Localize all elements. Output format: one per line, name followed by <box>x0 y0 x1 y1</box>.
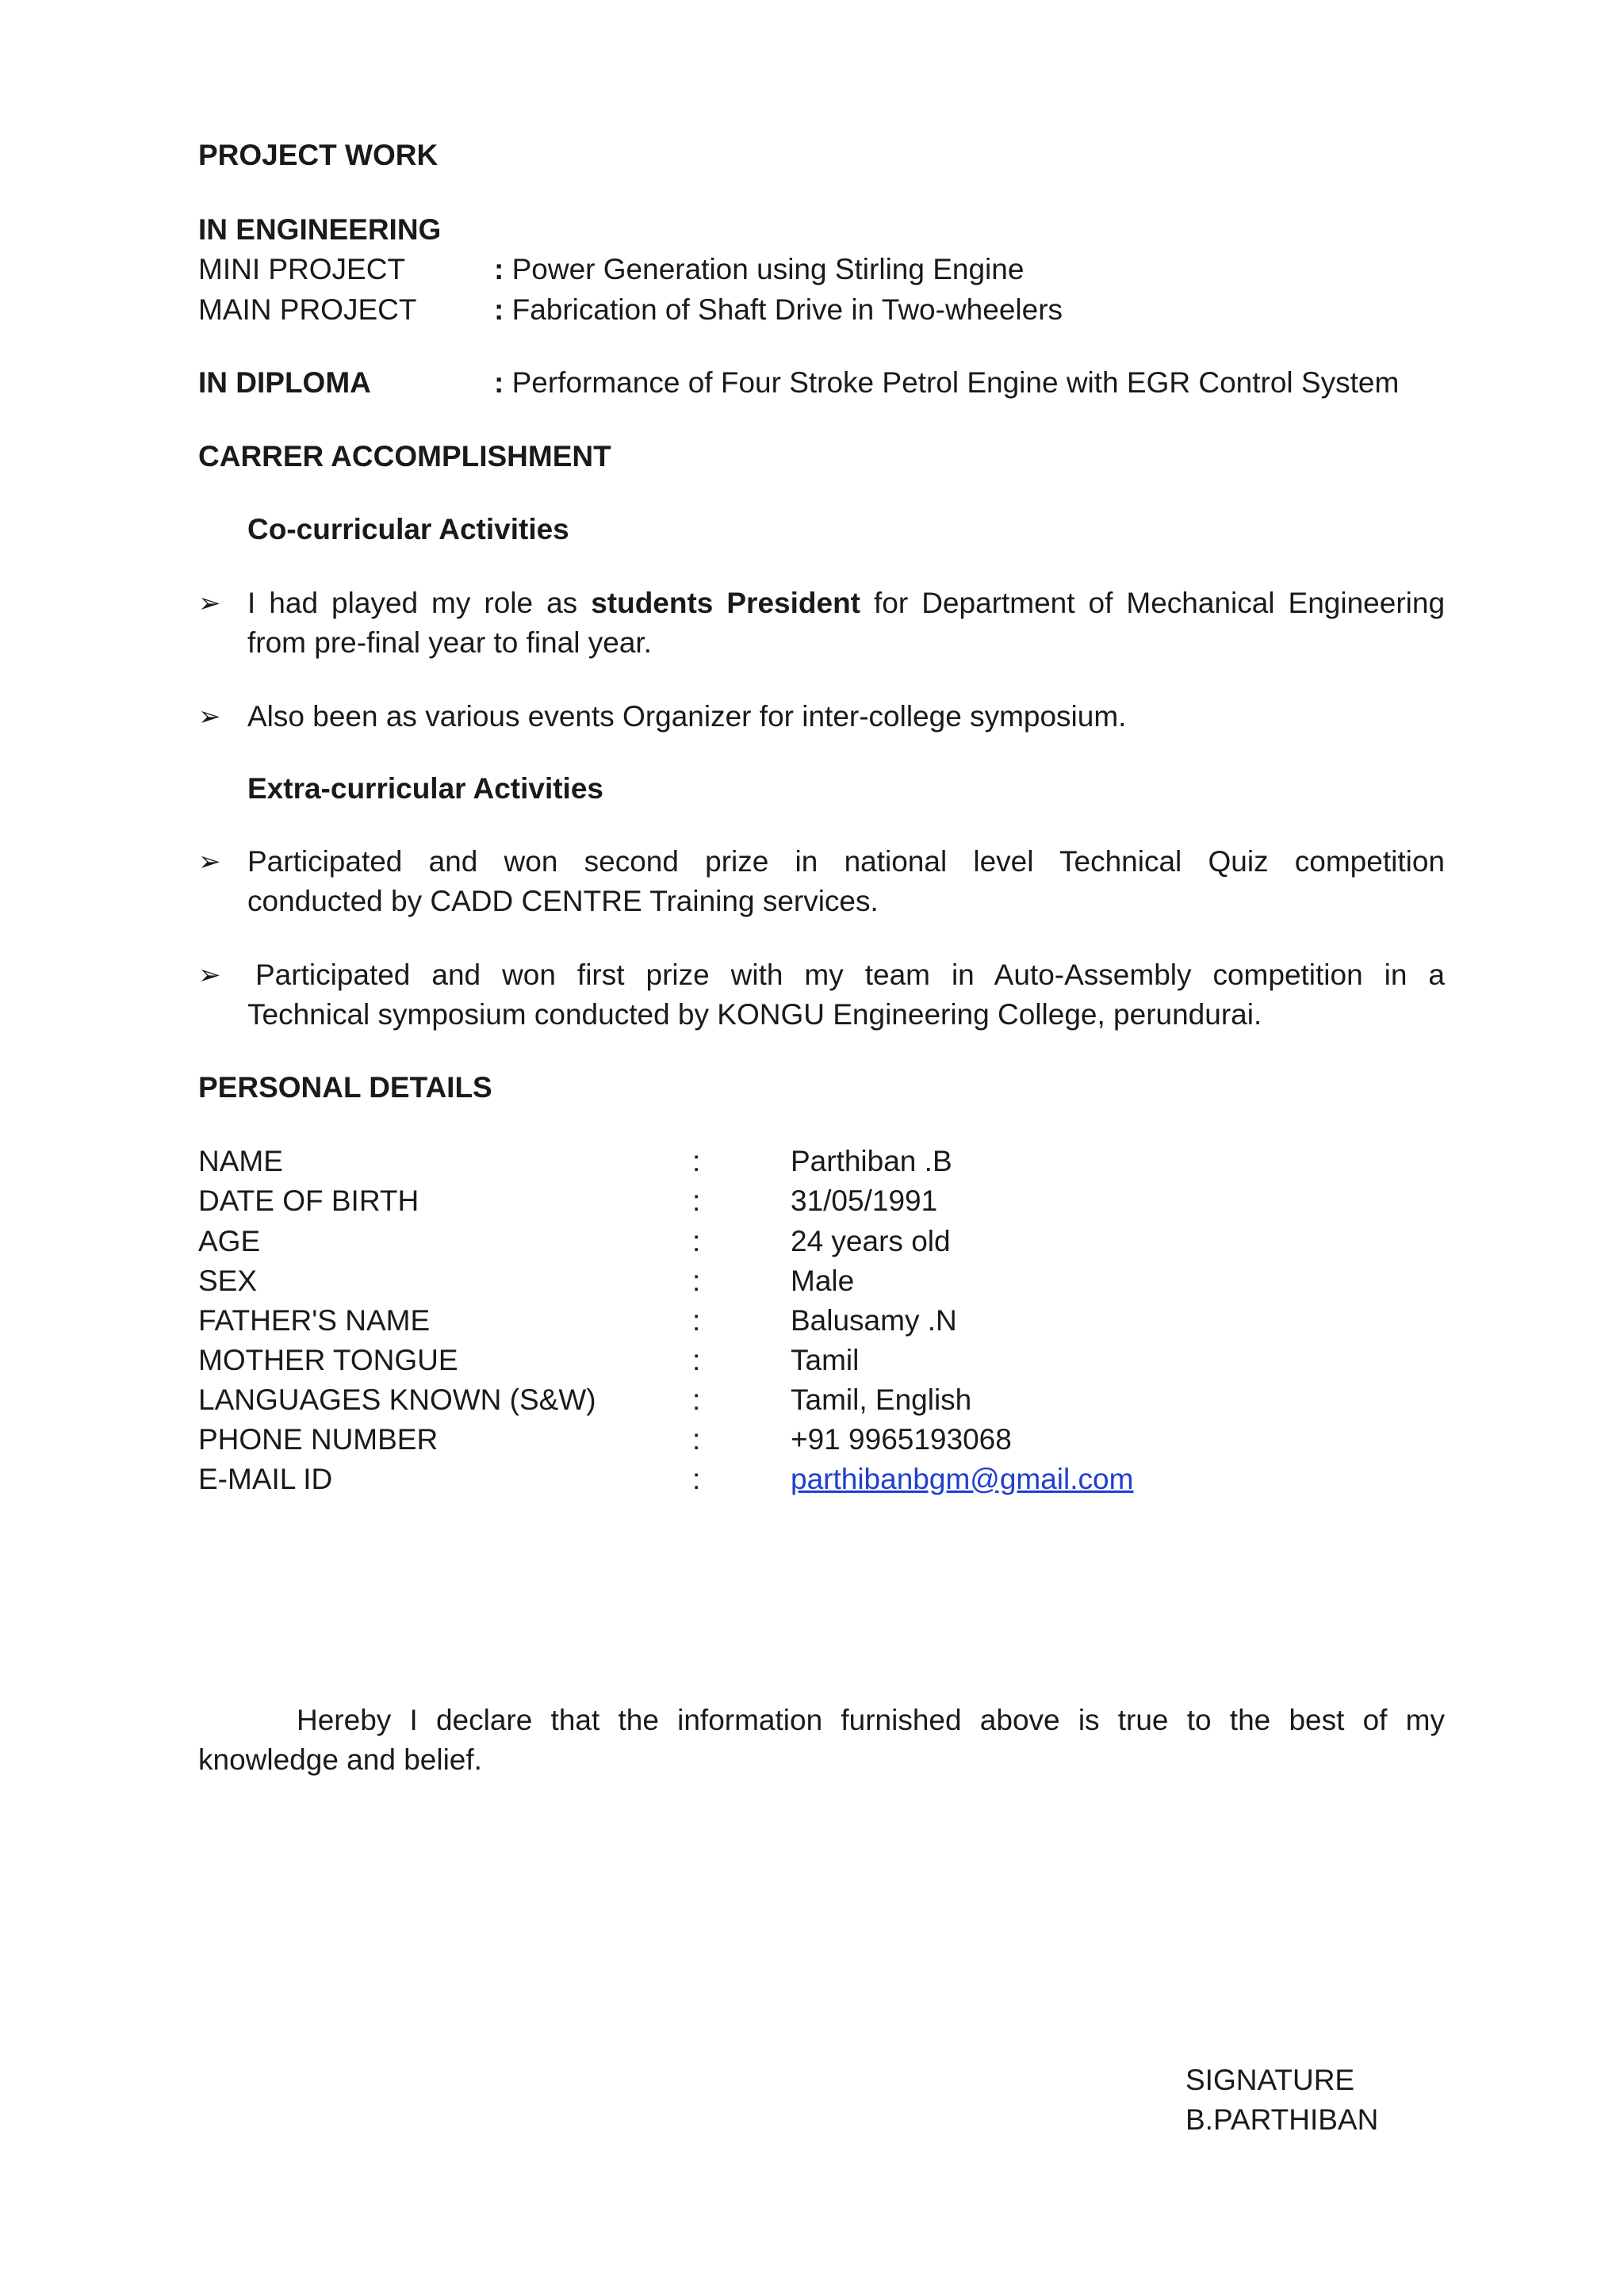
career-heading: CARRER ACCOMPLISHMENT <box>198 440 611 473</box>
personal-value: 24 years old <box>791 1225 951 1257</box>
personal-label: E-MAIL ID <box>198 1463 333 1495</box>
co-item-1-line1 <box>247 584 1445 623</box>
cocurricular-heading: Co-curricular Activities <box>247 513 569 545</box>
personal-label: SEX <box>198 1265 258 1297</box>
personal-label: PHONE NUMBER <box>198 1423 439 1456</box>
mini-project-text: Power Generation using Stirling Engine <box>511 253 1025 285</box>
extracurricular-heading: Extra-curricular Activities <box>247 772 603 805</box>
personal-value: 31/05/1991 <box>791 1184 938 1217</box>
extra-item-1-line2: conducted by CADD CENTRE Training services. <box>247 885 879 917</box>
personal-colon: : <box>692 1225 701 1257</box>
personal-colon: : <box>692 1463 701 1495</box>
declaration-line2: knowledge and belief. <box>198 1743 482 1776</box>
personal-label: LANGUAGES KNOWN (S&W) <box>198 1383 596 1416</box>
personal-colon: : <box>692 1145 701 1177</box>
signature-label: SIGNATURE <box>1185 2064 1355 2096</box>
main-project-text: Fabrication of Shaft Drive in Two-wheelers <box>511 293 1063 326</box>
personal-value: Parthiban .B <box>791 1145 952 1177</box>
co-item-2: Also been as various events Organizer for inter-college symposium. <box>247 700 1127 733</box>
personal-value: Balusamy .N <box>791 1304 957 1337</box>
bullet-arrow-icon: ➢ <box>198 702 221 732</box>
diploma-colon: : <box>494 366 504 399</box>
co-item-1-pre: I had played my role as <box>247 587 578 619</box>
extra-item-1-line1: Participated and won second prize in national level Technical Quiz competition <box>247 845 1445 878</box>
main-project-label: MAIN PROJECT <box>198 293 417 326</box>
bullet-arrow-icon: ➢ <box>198 588 221 618</box>
main-project-value <box>494 290 1063 330</box>
bullet-arrow-icon: ➢ <box>198 960 221 990</box>
co-item-1-bold: students President <box>591 587 860 619</box>
personal-label: FATHER'S NAME <box>198 1304 431 1337</box>
personal-value: +91 9965193068 <box>791 1423 1012 1456</box>
mini-project-colon: : <box>494 253 504 285</box>
diploma-label: IN DIPLOMA <box>198 366 371 399</box>
extra-item-2-line1: Participated and won first prize with my team in Auto-Assembly competition in a <box>255 959 1445 991</box>
mini-project-value <box>494 250 1024 289</box>
email-link[interactable]: parthibanbgm@gmail.com <box>791 1463 1134 1495</box>
declaration-line1: Hereby I declare that the information furnished above is true to the best of my <box>297 1704 1445 1736</box>
diploma-text: Performance of Four Stroke Petrol Engine with EGR Control System <box>511 366 1400 399</box>
main-project-colon: : <box>494 293 504 326</box>
personal-label: NAME <box>198 1145 283 1177</box>
engineering-heading: IN ENGINEERING <box>198 213 442 246</box>
diploma-value <box>494 363 1399 403</box>
co-item-1-post: for Department of Mechanical Engineering <box>874 587 1446 619</box>
project-work-heading: PROJECT WORK <box>198 139 439 171</box>
personal-heading: PERSONAL DETAILS <box>198 1071 492 1104</box>
personal-label: MOTHER TONGUE <box>198 1344 458 1376</box>
bullet-arrow-icon: ➢ <box>198 847 221 877</box>
personal-colon: : <box>692 1184 701 1217</box>
personal-colon: : <box>692 1423 701 1456</box>
co-item-1-line2: from pre-final year to final year. <box>247 626 652 659</box>
personal-colon: : <box>692 1344 701 1376</box>
personal-label: DATE OF BIRTH <box>198 1184 419 1217</box>
personal-value: Tamil <box>791 1344 860 1376</box>
personal-colon: : <box>692 1304 701 1337</box>
mini-project-label: MINI PROJECT <box>198 253 406 285</box>
extra-item-2-line2: Technical symposium conducted by KONGU Engineering College, perundurai. <box>247 998 1262 1031</box>
personal-value: Male <box>791 1265 855 1297</box>
personal-colon: : <box>692 1383 701 1416</box>
personal-label: AGE <box>198 1225 261 1257</box>
personal-value: Tamil, English <box>791 1383 972 1416</box>
personal-colon: : <box>692 1265 701 1297</box>
signature-name: B.PARTHIBAN <box>1185 2103 1379 2136</box>
